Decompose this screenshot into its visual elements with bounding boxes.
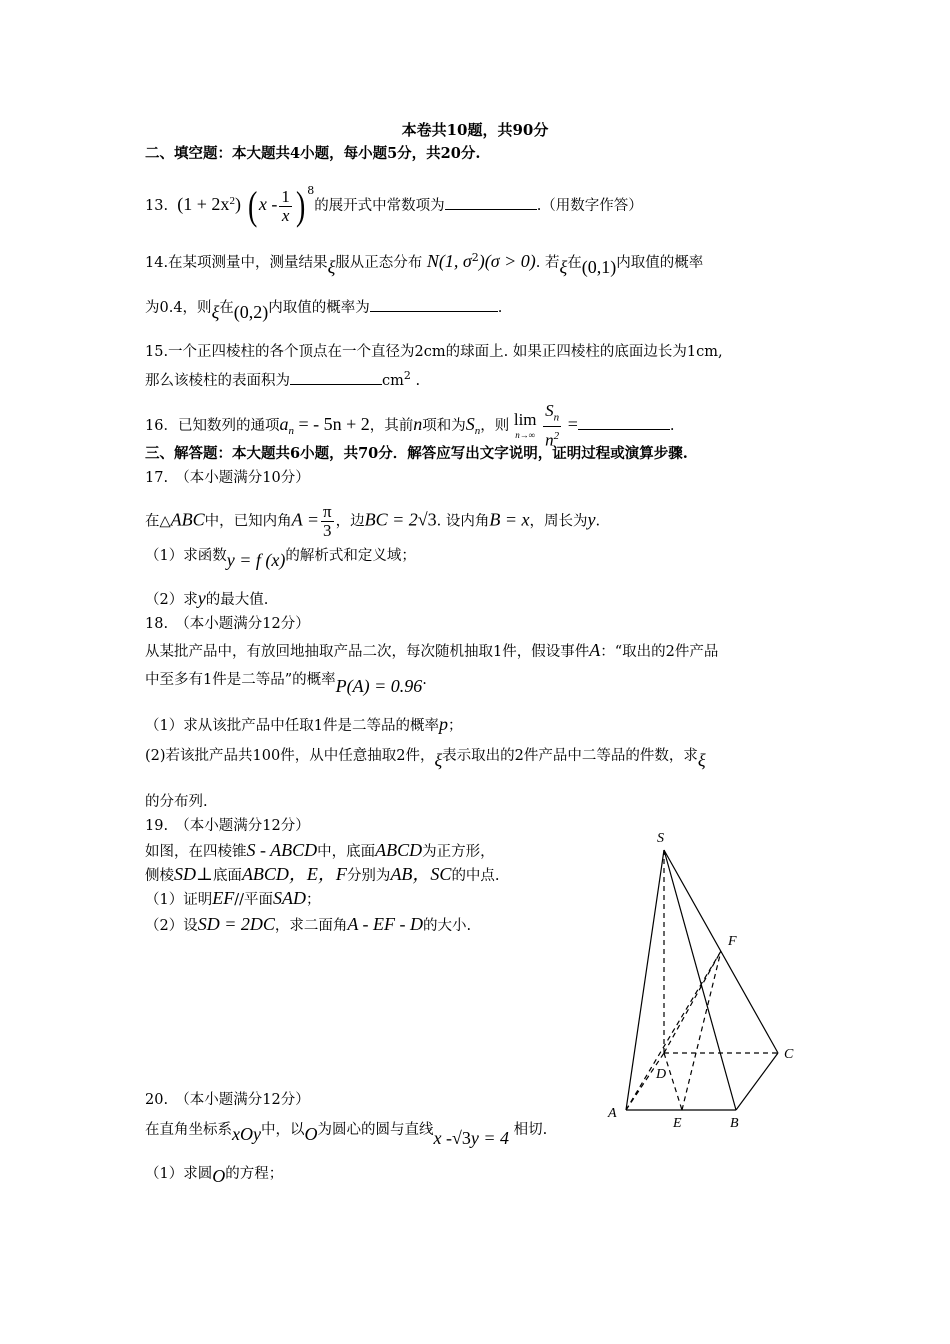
question-19-title: 19. （本小题满分12分） [145, 818, 310, 834]
question-13: 13. $(1 + 2x^2)$ ( x - $\frac{1}{x}$ ) $^8$的展开式中常数项为 .（用数字作答） [145, 183, 643, 228]
question-17-part2: （2）求y的最大值. [145, 588, 269, 608]
label-C: C [784, 1047, 794, 1062]
question-18-title: 18. （本小题满分12分） [145, 616, 310, 632]
question-19-line2: 侧棱SD⊥底面ABCD，E，F分别为AB，SC的中点. [145, 864, 500, 884]
label-B: B [730, 1116, 739, 1131]
label-A: A [608, 1106, 617, 1121]
question-20-part1: （1）求圆O的方程； [145, 1166, 284, 1186]
question-20-title: 20. （本小题满分12分） [145, 1092, 310, 1108]
question-18-line1: 从某批产品中，有放回地抽取产品二次，每次随机抽取1件，假设事件A：“取出的2件产品 [145, 640, 719, 660]
question-19-line1: 如图，在四棱锥S - ABCD中，底面ABCD为正方形， [145, 840, 495, 860]
question-15-line1: 15.一个正四棱柱的各个顶点在一个直径为2cm的球面上. 如果正四棱柱的底面边长为1cm, [145, 344, 723, 360]
section3-heading: 三、解答题：本大题共6小题，共70分．解答应写出文字说明，证明过程或演算步骤. [145, 445, 688, 462]
question-19-part2: （2）设SD = 2DC，求二面角A - EF - D的大小. [145, 914, 472, 934]
question-18-part1: （1）求从该批产品中任取1件是二等品的概率p； [145, 714, 463, 734]
question-20-line1: 在直角坐标系xOy中，以O为圆心的圆与直线x -√3y = 4 相切. [145, 1122, 548, 1148]
question-17-title: 17. （本小题满分10分） [145, 470, 310, 486]
question-18-part2-cont: 的分布列. [145, 794, 208, 810]
answer-blank-14[interactable] [370, 297, 498, 312]
question-16: 16．已知数列的通项$a_n$ = - 5n + 2，其前n项和为$S_n$，则 lim n→∞ $\frac{S_n}{n^2}$ = . [145, 401, 675, 451]
answer-blank-13[interactable] [445, 195, 537, 210]
question-14-line2: 为0.4，则ξ在(0,2)内取值的概率为 . [145, 296, 502, 318]
pyramid-figure [600, 820, 820, 1140]
question-17-stem: 在△ABC中，已知内角A = $\frac{\pi}{3}$ ，边BC = 2√3. 设内角B = x，周长为y. [145, 502, 601, 540]
question-14-line1: 14.在某项测量中，测量结果ξ服从正态分布 N(1, $\sigma^2)(\sigma > 0)$. 若ξ在(0,1)内取值的概率 [145, 250, 704, 277]
question-19-part1: （1）证明EF//平面SAD； [145, 888, 321, 908]
question-18-part2: (2)若该批产品共100件，从中任意抽取2件，ξ表示取出的2件产品中二等品的件数，求ξ [145, 748, 706, 770]
section2-heading: 二、填空题：本大题共4小题，每小题5分，共20分. [145, 145, 481, 162]
label-S: S [657, 831, 664, 846]
label-D: D [656, 1067, 667, 1082]
question-15-line2: 那么该棱柱的表面积为 $cm^2$ . [145, 369, 421, 389]
question-18-line2: 中至多有1件是二等品”的概率P(A) = 0.96. [145, 672, 427, 696]
label-E: E [673, 1116, 682, 1131]
label-F: F [728, 934, 737, 949]
question-17-part1: （1）求函数y = f (x)的解析式和定义域； [145, 548, 416, 570]
page-title: 本卷共10题，共90分 [401, 121, 549, 139]
answer-blank-16[interactable] [578, 415, 670, 430]
answer-blank-15[interactable] [290, 370, 382, 385]
